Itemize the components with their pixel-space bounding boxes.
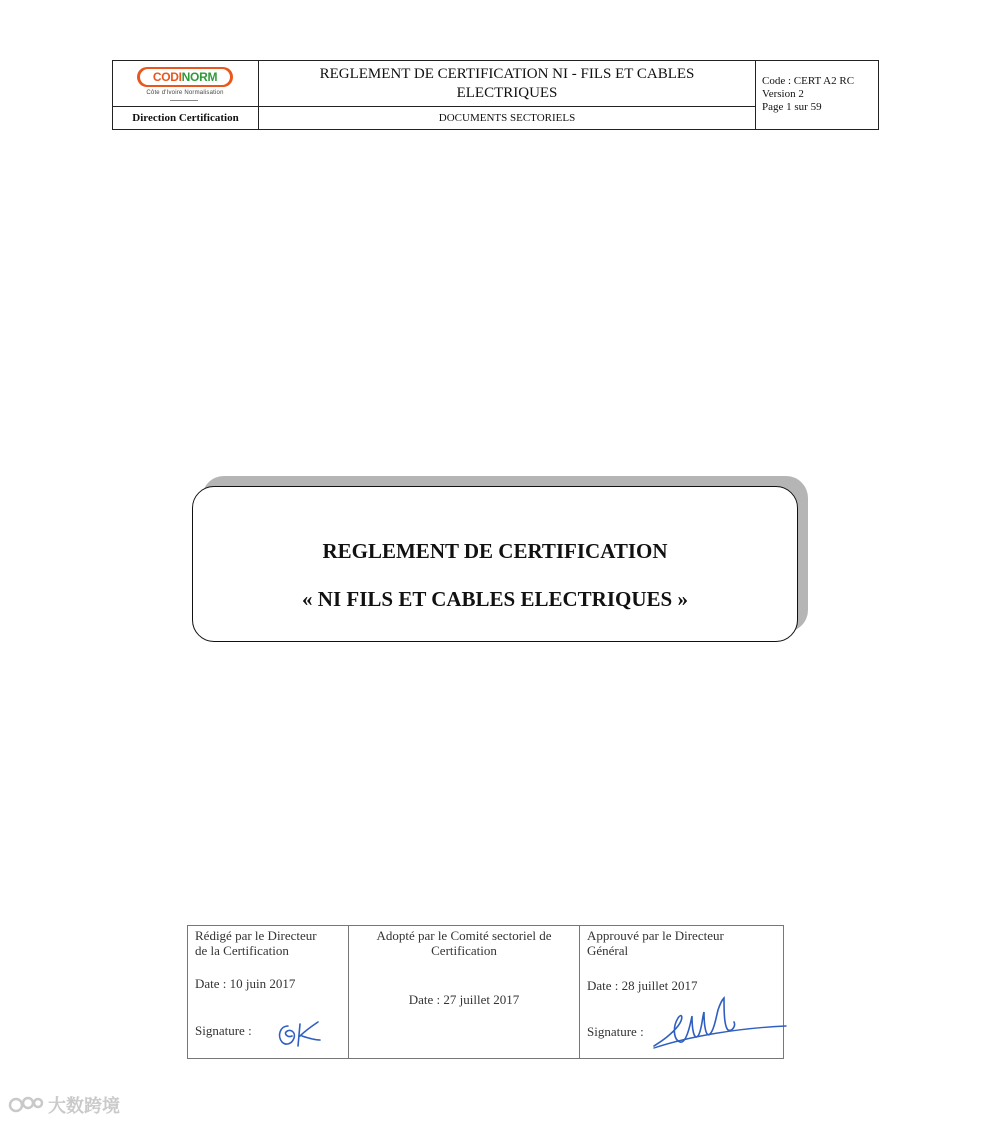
adopted-by-column bbox=[349, 926, 580, 1058]
document-header-table bbox=[112, 60, 879, 130]
drafted-by-line1: Rédigé par le Directeur bbox=[195, 928, 317, 943]
logo-cell bbox=[113, 61, 259, 107]
drafted-by-line2: de la Certification bbox=[195, 943, 289, 958]
approved-by-line1: Approuvé par le Directeur bbox=[587, 928, 724, 943]
document-title: REGLEMENT DE CERTIFICATION NI - FILS ET CABLES ELECTRIQUES bbox=[259, 61, 756, 107]
watermark-text: 大数跨境 bbox=[48, 1096, 120, 1117]
document-code: Code : CERT A2 RC bbox=[762, 75, 855, 87]
logo-badge bbox=[137, 67, 233, 87]
adopted-date: Date : 27 juillet 2017 bbox=[408, 992, 520, 1007]
logo-brand-part2: NORM bbox=[181, 70, 218, 84]
department-label: Direction Certification bbox=[113, 107, 259, 129]
drafted-signature-label: Signature : bbox=[195, 1023, 252, 1038]
adopted-by-line1: Adopté par le Comité sectoriel de bbox=[376, 928, 552, 943]
title-box bbox=[192, 486, 798, 642]
document-reference-cell bbox=[756, 61, 878, 129]
drafted-date: Date : 10 juin 2017 bbox=[195, 976, 296, 991]
document-version: Version 2 bbox=[762, 88, 804, 100]
director-certification-signature-icon bbox=[274, 1016, 324, 1050]
main-title-line2: « NI FILS ET CABLES ELECTRIQUES » bbox=[302, 587, 688, 611]
drafted-by-column bbox=[188, 926, 349, 1058]
page-number: Page 1 sur 59 bbox=[762, 101, 822, 113]
director-general-signature-icon bbox=[650, 996, 790, 1052]
logo-tagline: Côte d'Ivoire Normalisation bbox=[146, 90, 224, 96]
document-category: DOCUMENTS SECTORIELS bbox=[259, 107, 756, 129]
approved-signature-label: Signature : bbox=[587, 1024, 644, 1039]
logo-brand-part1: CODI bbox=[152, 70, 182, 84]
codinorm-logo bbox=[135, 65, 235, 103]
main-title-line1: REGLEMENT DE CERTIFICATION bbox=[322, 539, 668, 563]
adopted-by-line2: Certification bbox=[431, 943, 497, 958]
approved-by-line2: Général bbox=[587, 943, 629, 958]
logo-underline bbox=[170, 100, 198, 101]
watermark bbox=[8, 1092, 120, 1118]
watermark-logo-icon bbox=[8, 1094, 44, 1116]
approved-date: Date : 28 juillet 2017 bbox=[587, 978, 698, 993]
